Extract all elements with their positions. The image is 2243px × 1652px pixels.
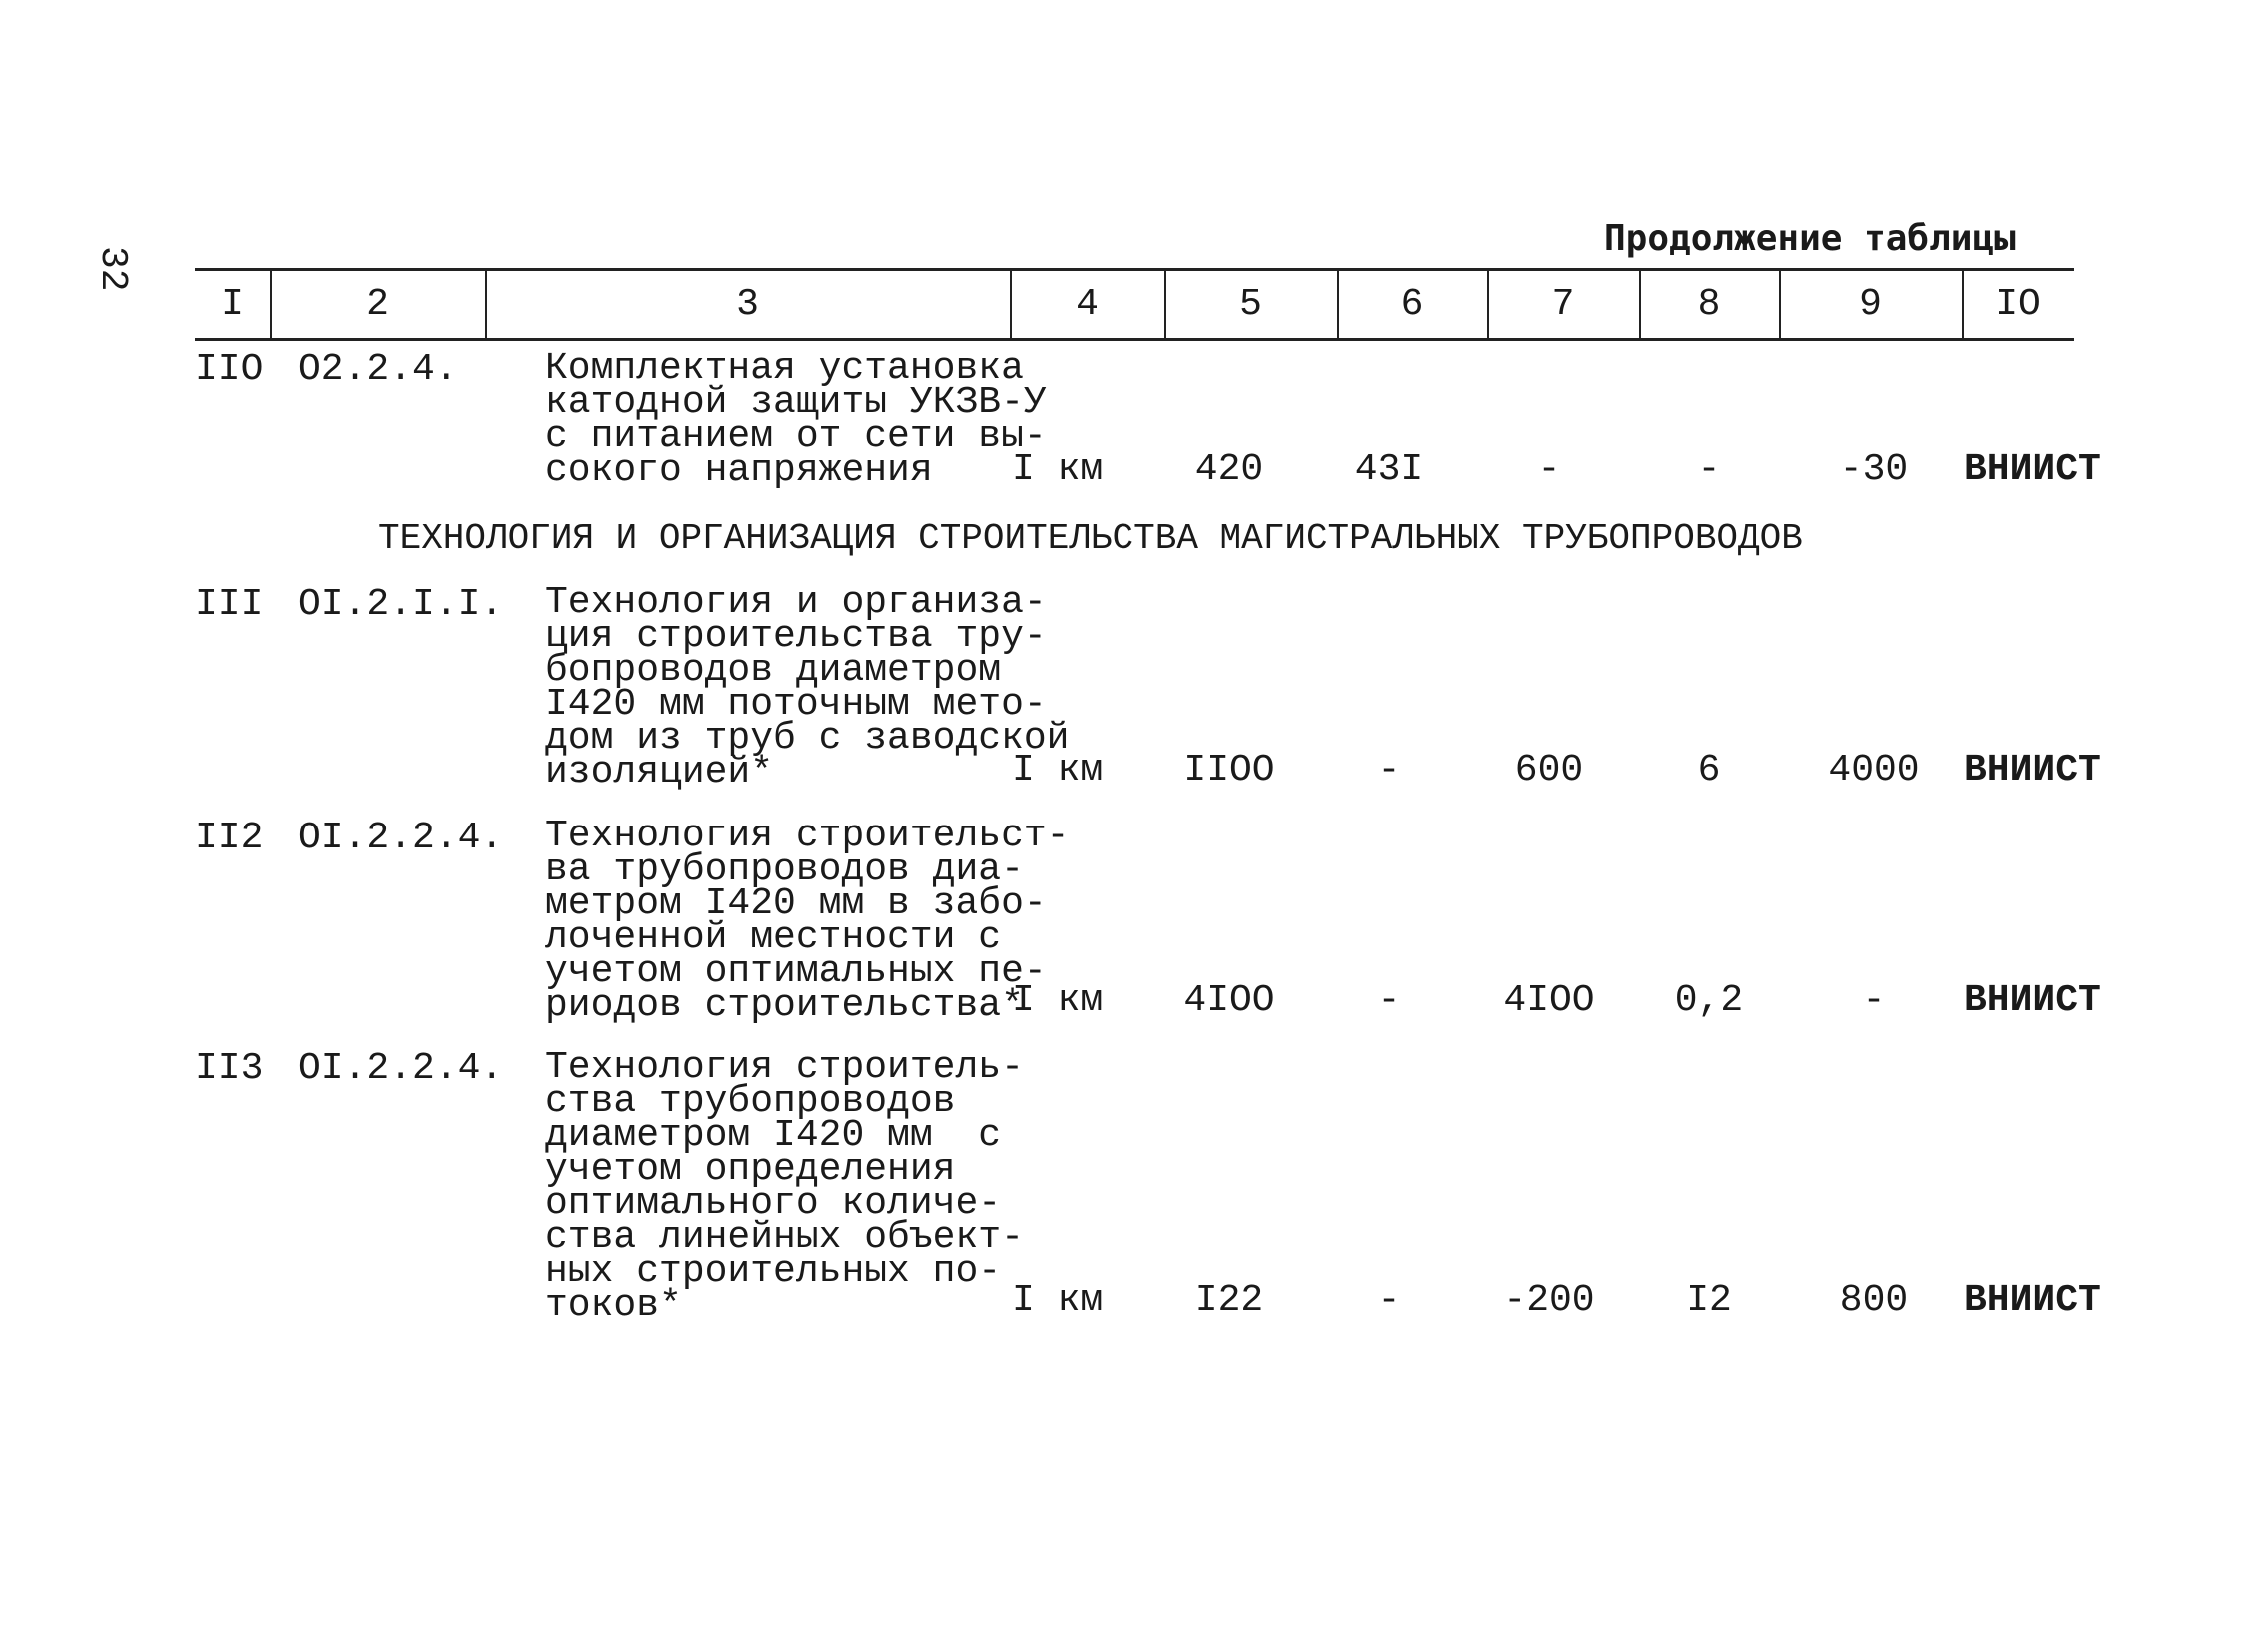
row-code: O2.2.4. [298,348,458,391]
row-col-6: - [1377,979,1401,1022]
row-number: III [195,583,264,626]
row-number: II3 [195,1047,264,1090]
row-col-10: ВНИИСТ [1964,448,2101,491]
header-col-10: IO [1995,283,2041,326]
section-title: ТЕХНОЛОГИЯ И ОРГАНИЗАЦИЯ СТРОИТЕЛЬСТВА МАГИСТРАЛЬНЫХ ТРУБОПРОВОДОВ [378,518,1803,559]
header-col-5: 5 [1239,283,1262,326]
row-col-10: ВНИИСТ [1964,979,2101,1022]
row-col-5: 4IOO [1183,979,1275,1022]
row-description: Технология и организа- ция строительства тру- бопроводов диаметром I420 мм поточным мето- дом из труб с заводской изоляцией* [545,581,1070,794]
header-col-6: 6 [1400,283,1424,326]
header-col-4: 4 [1076,283,1099,326]
row-col-5: I22 [1194,1279,1264,1322]
continuation-label: Продолжение таблицы [1604,218,2016,259]
row-col-5: 420 [1194,448,1264,491]
table-header-rule [195,338,2074,341]
row-number: II2 [195,817,264,859]
row-col-8: 0,2 [1674,979,1744,1022]
row-col-9: - [1862,979,1886,1022]
row-description: Технология строитель- ства трубопроводов диаметром I420 мм с учетом определения оптимального количе- ства линейных объект- ных строительных по- токов* [545,1046,1024,1327]
row-col-7: -200 [1503,1279,1595,1322]
row-col-6: - [1377,1279,1401,1322]
row-col-7: - [1537,448,1561,491]
header-col-2: 2 [366,283,389,326]
row-description: Технология строительст- ва трубопроводов диа- метром I420 мм в забо- лоченной местности с учетом оптимальных пе- риодов строительства* [545,815,1070,1027]
header-col-9: 9 [1859,283,1882,326]
row-col-9: -30 [1839,448,1909,491]
row-code: OI.2.I.I. [298,583,504,626]
row-unit: I км [1012,448,1104,491]
row-col-5: IIOO [1183,749,1275,792]
row-col-9: 4000 [1828,749,1920,792]
row-col-9: 800 [1839,1279,1909,1322]
page-number: 32 [91,246,134,292]
row-col-8: I2 [1686,1279,1732,1322]
row-col-6: - [1377,749,1401,792]
row-col-10: ВНИИСТ [1964,749,2101,792]
row-col-8: 6 [1697,749,1721,792]
header-col-8: 8 [1697,283,1721,326]
row-unit: I км [1012,979,1104,1022]
header-col-7: 7 [1551,283,1575,326]
row-code: OI.2.2.4. [298,1047,504,1090]
row-col-8: - [1697,448,1721,491]
row-col-6: 43I [1354,448,1424,491]
row-unit: I км [1012,749,1104,792]
header-col-1: I [221,283,244,326]
row-description: Комплектная установка катодной защиты УКЗВ-У с питанием от сети вы- сокого напряжения [545,347,1047,492]
row-code: OI.2.2.4. [298,817,504,859]
row-col-7: 4IOO [1503,979,1595,1022]
row-number: IIO [195,348,264,391]
row-col-10: ВНИИСТ [1964,1279,2101,1322]
row-unit: I км [1012,1279,1104,1322]
header-col-3: 3 [736,283,759,326]
table-top-rule [195,268,2074,271]
row-col-7: 600 [1514,749,1584,792]
